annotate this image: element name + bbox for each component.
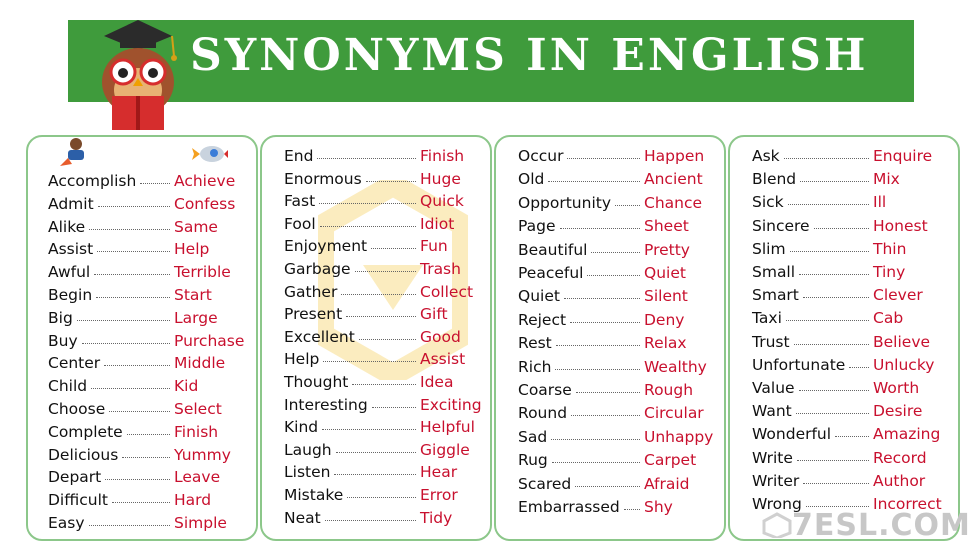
- synonym: Middle: [174, 354, 226, 373]
- synonym: Unlucky: [873, 355, 935, 374]
- word: Trust: [752, 332, 790, 351]
- synonym-row: [728, 261, 956, 283]
- dotted-leader: [91, 388, 170, 389]
- word: Thought: [284, 373, 349, 391]
- synonym-row: [494, 332, 722, 354]
- word: Listen: [284, 463, 331, 482]
- dotted-leader: [784, 158, 869, 159]
- dotted-leader: [800, 181, 869, 182]
- synonym: Worth: [873, 379, 920, 397]
- dotted-leader: [786, 320, 869, 321]
- word: Complete: [48, 422, 123, 441]
- synonym-row: [494, 379, 722, 401]
- synonym: Exciting: [420, 395, 482, 414]
- word: Easy: [48, 514, 85, 532]
- word: End: [284, 147, 314, 165]
- synonym: Quick: [420, 192, 464, 211]
- synonym: Idea: [420, 373, 454, 391]
- synonym-row: [260, 235, 488, 257]
- synonym: Fun: [420, 237, 448, 256]
- dotted-leader: [96, 297, 170, 298]
- synonym: Relax: [644, 334, 687, 353]
- synonym-row: [260, 484, 488, 506]
- word: Depart: [48, 468, 102, 487]
- word: Scared: [518, 474, 572, 493]
- synonym: Hear: [420, 463, 458, 482]
- synonym: Ancient: [644, 170, 703, 189]
- word: Enjoyment: [284, 237, 368, 256]
- word: Unfortunate: [752, 355, 846, 374]
- synonym: Finish: [420, 147, 465, 165]
- synonym: Start: [174, 286, 212, 304]
- synonym: Record: [873, 448, 927, 467]
- word: Fool: [284, 214, 316, 233]
- synonym: Circular: [644, 404, 704, 423]
- synonym-row: [260, 416, 488, 438]
- synonym: Happen: [644, 147, 705, 165]
- synonym-row: [728, 447, 956, 469]
- synonym-row: [494, 309, 722, 331]
- word: Occur: [518, 147, 564, 165]
- dotted-leader: [560, 228, 640, 229]
- synonym-row: [728, 284, 956, 306]
- synonym-row: [260, 371, 488, 393]
- synonym-row: [728, 238, 956, 260]
- word: Awful: [48, 263, 91, 282]
- rocket-kid-icon: [56, 136, 92, 168]
- synonym-row: [494, 402, 722, 424]
- synonym-row: [728, 307, 956, 329]
- dotted-leader: [814, 228, 869, 229]
- synonym-row: [260, 258, 488, 280]
- synonym-row: [728, 354, 956, 376]
- word: Quiet: [518, 287, 560, 306]
- word: Present: [284, 305, 343, 324]
- word: Fast: [284, 192, 316, 211]
- synonym: Yummy: [174, 445, 231, 464]
- word: Write: [752, 448, 793, 467]
- synonym-row: [728, 168, 956, 190]
- word: Alike: [48, 217, 86, 236]
- synonym: Helpful: [420, 418, 475, 437]
- synonym-row: [728, 145, 956, 167]
- word: Wrong: [752, 495, 802, 513]
- synonym-row: [26, 284, 254, 306]
- synonym: Simple: [174, 514, 227, 532]
- dotted-leader: [140, 183, 170, 184]
- word: Rug: [518, 451, 548, 470]
- synonym: Mix: [873, 170, 900, 189]
- owl-mascot-icon: [92, 14, 184, 134]
- dotted-leader: [366, 181, 416, 182]
- dotted-leader: [323, 361, 416, 362]
- word: Difficult: [48, 491, 108, 510]
- synonym: Kid: [174, 377, 199, 396]
- 7esl-logo-icon: [762, 512, 792, 538]
- word: Opportunity: [518, 193, 612, 212]
- word: Delicious: [48, 445, 119, 464]
- synonym-row: [494, 239, 722, 261]
- site-logo: 7ESL.COM: [792, 508, 971, 543]
- synonym-row: [26, 398, 254, 420]
- dotted-leader: [359, 339, 416, 340]
- synonym: Collect: [420, 282, 474, 301]
- synonym-row: [26, 216, 254, 238]
- dotted-leader: [624, 509, 640, 510]
- dotted-leader: [122, 457, 170, 458]
- word: Choose: [48, 400, 106, 418]
- word: Gather: [284, 282, 338, 301]
- synonym: Huge: [420, 169, 461, 188]
- dotted-leader: [319, 203, 416, 204]
- synonym: Quiet: [644, 264, 686, 282]
- dotted-leader: [576, 392, 640, 393]
- synonym-row: [26, 193, 254, 215]
- dotted-leader: [551, 439, 640, 440]
- synonym-row: [494, 426, 722, 448]
- synonym: Unhappy: [644, 427, 714, 446]
- word: Beautiful: [518, 240, 588, 259]
- synonym-row: [26, 330, 254, 352]
- word: Center: [48, 354, 101, 373]
- synonym: Cab: [873, 309, 904, 328]
- word: Taxi: [752, 309, 782, 328]
- synonym: Chance: [644, 193, 703, 212]
- dotted-leader: [371, 248, 416, 249]
- dotted-leader: [104, 365, 170, 366]
- dotted-leader: [127, 434, 170, 435]
- dotted-leader: [89, 229, 170, 230]
- synonym: Rough: [644, 381, 694, 399]
- synonym-row: [494, 449, 722, 471]
- dotted-leader: [796, 413, 869, 414]
- synonym: Error: [420, 486, 458, 504]
- synonym-row: [260, 168, 488, 190]
- dotted-leader: [567, 158, 640, 159]
- dotted-leader: [320, 226, 416, 227]
- synonym: Enquire: [873, 147, 933, 165]
- synonym-row: [728, 191, 956, 213]
- word: Rich: [518, 357, 552, 376]
- word: Round: [518, 404, 568, 423]
- synonym-row: [494, 356, 722, 378]
- synonym: Tiny: [873, 263, 906, 281]
- dotted-leader: [347, 497, 416, 498]
- word: Sincere: [752, 216, 810, 235]
- word: Embarrassed: [518, 498, 620, 516]
- dotted-leader: [336, 452, 416, 453]
- synonym-row: [494, 473, 722, 495]
- dotted-leader: [799, 274, 869, 275]
- synonym: Assist: [420, 350, 466, 369]
- dotted-leader: [556, 345, 640, 346]
- dotted-leader: [799, 390, 869, 391]
- synonym-row: [260, 394, 488, 416]
- word: Peaceful: [518, 264, 584, 282]
- word: Ask: [752, 147, 780, 165]
- synonym: Thin: [873, 239, 907, 258]
- synonym: Select: [174, 400, 222, 418]
- dotted-leader: [615, 205, 640, 206]
- synonym-row: [26, 352, 254, 374]
- word: Excellent: [284, 327, 355, 346]
- synonym: Pretty: [644, 240, 690, 259]
- page-title: SYNONYMS IN ENGLISH: [190, 30, 869, 81]
- word: Begin: [48, 286, 93, 304]
- word: Mistake: [284, 486, 344, 504]
- synonym-row: [494, 262, 722, 284]
- word: Slim: [752, 239, 786, 258]
- synonym: Honest: [873, 216, 928, 235]
- synonym: Amazing: [873, 425, 941, 444]
- synonym-row: [728, 423, 956, 445]
- dotted-leader: [570, 322, 640, 323]
- dotted-leader: [98, 206, 170, 207]
- rocket-icon: [192, 138, 228, 168]
- word: Value: [752, 379, 795, 397]
- dotted-leader: [352, 384, 416, 385]
- dotted-leader: [797, 460, 869, 461]
- dotted-leader: [591, 252, 640, 253]
- synonym-row: [260, 326, 488, 348]
- word: Kind: [284, 418, 319, 437]
- synonym-row: [26, 170, 254, 192]
- dotted-leader: [803, 297, 869, 298]
- synonym: Same: [174, 217, 218, 236]
- synonym-row: [26, 512, 254, 534]
- synonym-row: [494, 145, 722, 167]
- synonym: Carpet: [644, 451, 697, 470]
- word: Accomplish: [48, 172, 137, 190]
- dotted-leader: [548, 181, 640, 182]
- word: Coarse: [518, 381, 572, 399]
- synonym: Giggle: [420, 440, 470, 459]
- word: Sad: [518, 427, 548, 446]
- synonym: Shy: [644, 498, 673, 516]
- word: Garbage: [284, 260, 351, 278]
- synonym: Hard: [174, 491, 212, 510]
- word: Buy: [48, 331, 78, 350]
- synonym: Gift: [420, 305, 448, 324]
- synonym-row: [494, 496, 722, 518]
- synonym-row: [494, 192, 722, 214]
- dotted-leader: [849, 367, 869, 368]
- synonym: Achieve: [174, 172, 236, 190]
- synonym: Leave: [174, 468, 221, 487]
- word: Laugh: [284, 440, 332, 459]
- synonym: Incorrect: [873, 495, 942, 513]
- word: Reject: [518, 310, 567, 329]
- word: Page: [518, 217, 556, 236]
- dotted-leader: [790, 251, 869, 252]
- word: Blend: [752, 170, 797, 189]
- dotted-leader: [575, 486, 640, 487]
- word: Smart: [752, 286, 799, 305]
- dotted-leader: [112, 502, 170, 503]
- dotted-leader: [89, 525, 170, 526]
- dotted-leader: [571, 415, 640, 416]
- dotted-leader: [788, 204, 869, 205]
- synonym-row: [260, 461, 488, 483]
- word: Enormous: [284, 169, 362, 188]
- synonym: Sheet: [644, 217, 689, 236]
- word: Help: [284, 350, 320, 369]
- synonym-row: [728, 215, 956, 237]
- dotted-leader: [555, 369, 640, 370]
- dotted-leader: [587, 275, 640, 276]
- dotted-leader: [82, 343, 170, 344]
- synonym: Terrible: [174, 263, 231, 282]
- dotted-leader: [77, 320, 170, 321]
- dotted-leader: [794, 344, 869, 345]
- synonym: Finish: [174, 422, 219, 441]
- synonym-row: [728, 470, 956, 492]
- dotted-leader: [325, 520, 416, 521]
- synonym: Idiot: [420, 214, 455, 233]
- synonym-row: [26, 421, 254, 443]
- synonym-row: [260, 213, 488, 235]
- synonym-row: [494, 285, 722, 307]
- synonym-row: [728, 377, 956, 399]
- synonym-row: [260, 190, 488, 212]
- synonym-row: [728, 493, 956, 515]
- synonym-row: [260, 303, 488, 325]
- dotted-leader: [803, 483, 869, 484]
- dotted-leader: [564, 298, 640, 299]
- synonym-row: [260, 507, 488, 529]
- synonym: Desire: [873, 402, 923, 421]
- synonym: Large: [174, 308, 218, 327]
- synonym-row: [494, 215, 722, 237]
- word: Child: [48, 377, 88, 396]
- synonym: Afraid: [644, 474, 690, 493]
- synonym: Tidy: [420, 508, 453, 527]
- synonym-row: [26, 466, 254, 488]
- dotted-leader: [334, 474, 416, 475]
- word: Rest: [518, 334, 552, 353]
- synonym: Author: [873, 471, 926, 490]
- dotted-leader: [355, 271, 416, 272]
- dotted-leader: [317, 158, 416, 159]
- synonym-row: [494, 168, 722, 190]
- dotted-leader: [322, 429, 416, 430]
- synonym-row: [26, 375, 254, 397]
- synonym-row: [260, 281, 488, 303]
- word: Assist: [48, 240, 94, 259]
- dotted-leader: [341, 294, 416, 295]
- word: Interesting: [284, 395, 368, 414]
- synonym-row: [728, 400, 956, 422]
- synonym-row: [260, 145, 488, 167]
- synonym: Good: [420, 327, 461, 346]
- dotted-leader: [372, 407, 416, 408]
- synonym-row: [260, 348, 488, 370]
- synonym: Clever: [873, 286, 923, 305]
- dotted-leader: [97, 251, 170, 252]
- synonym-row: [26, 261, 254, 283]
- word: Wonderful: [752, 425, 832, 444]
- synonym-row: [26, 489, 254, 511]
- word: Sick: [752, 193, 784, 212]
- synonym: Silent: [644, 287, 688, 306]
- synonym: Believe: [873, 332, 931, 351]
- synonym: Confess: [174, 194, 236, 213]
- dotted-leader: [835, 436, 869, 437]
- dotted-leader: [109, 411, 170, 412]
- synonym: Trash: [420, 260, 461, 278]
- synonym-row: [26, 307, 254, 329]
- synonym: Purchase: [174, 331, 245, 350]
- word: Big: [48, 308, 73, 327]
- synonym: Ill: [873, 193, 887, 212]
- word: Old: [518, 170, 545, 189]
- synonym: Wealthy: [644, 357, 707, 376]
- synonym-row: [260, 439, 488, 461]
- synonym: Deny: [644, 310, 685, 329]
- dotted-leader: [552, 462, 640, 463]
- dotted-leader: [346, 316, 416, 317]
- dotted-leader: [806, 506, 869, 507]
- dotted-leader: [94, 274, 170, 275]
- synonym-row: [26, 444, 254, 466]
- word: Neat: [284, 508, 321, 527]
- synonym: Help: [174, 240, 210, 259]
- dotted-leader: [105, 479, 170, 480]
- word: Small: [752, 263, 796, 281]
- synonym-row: [728, 331, 956, 353]
- word: Writer: [752, 471, 800, 490]
- synonym-row: [26, 238, 254, 260]
- word: Want: [752, 402, 792, 421]
- word: Admit: [48, 194, 94, 213]
